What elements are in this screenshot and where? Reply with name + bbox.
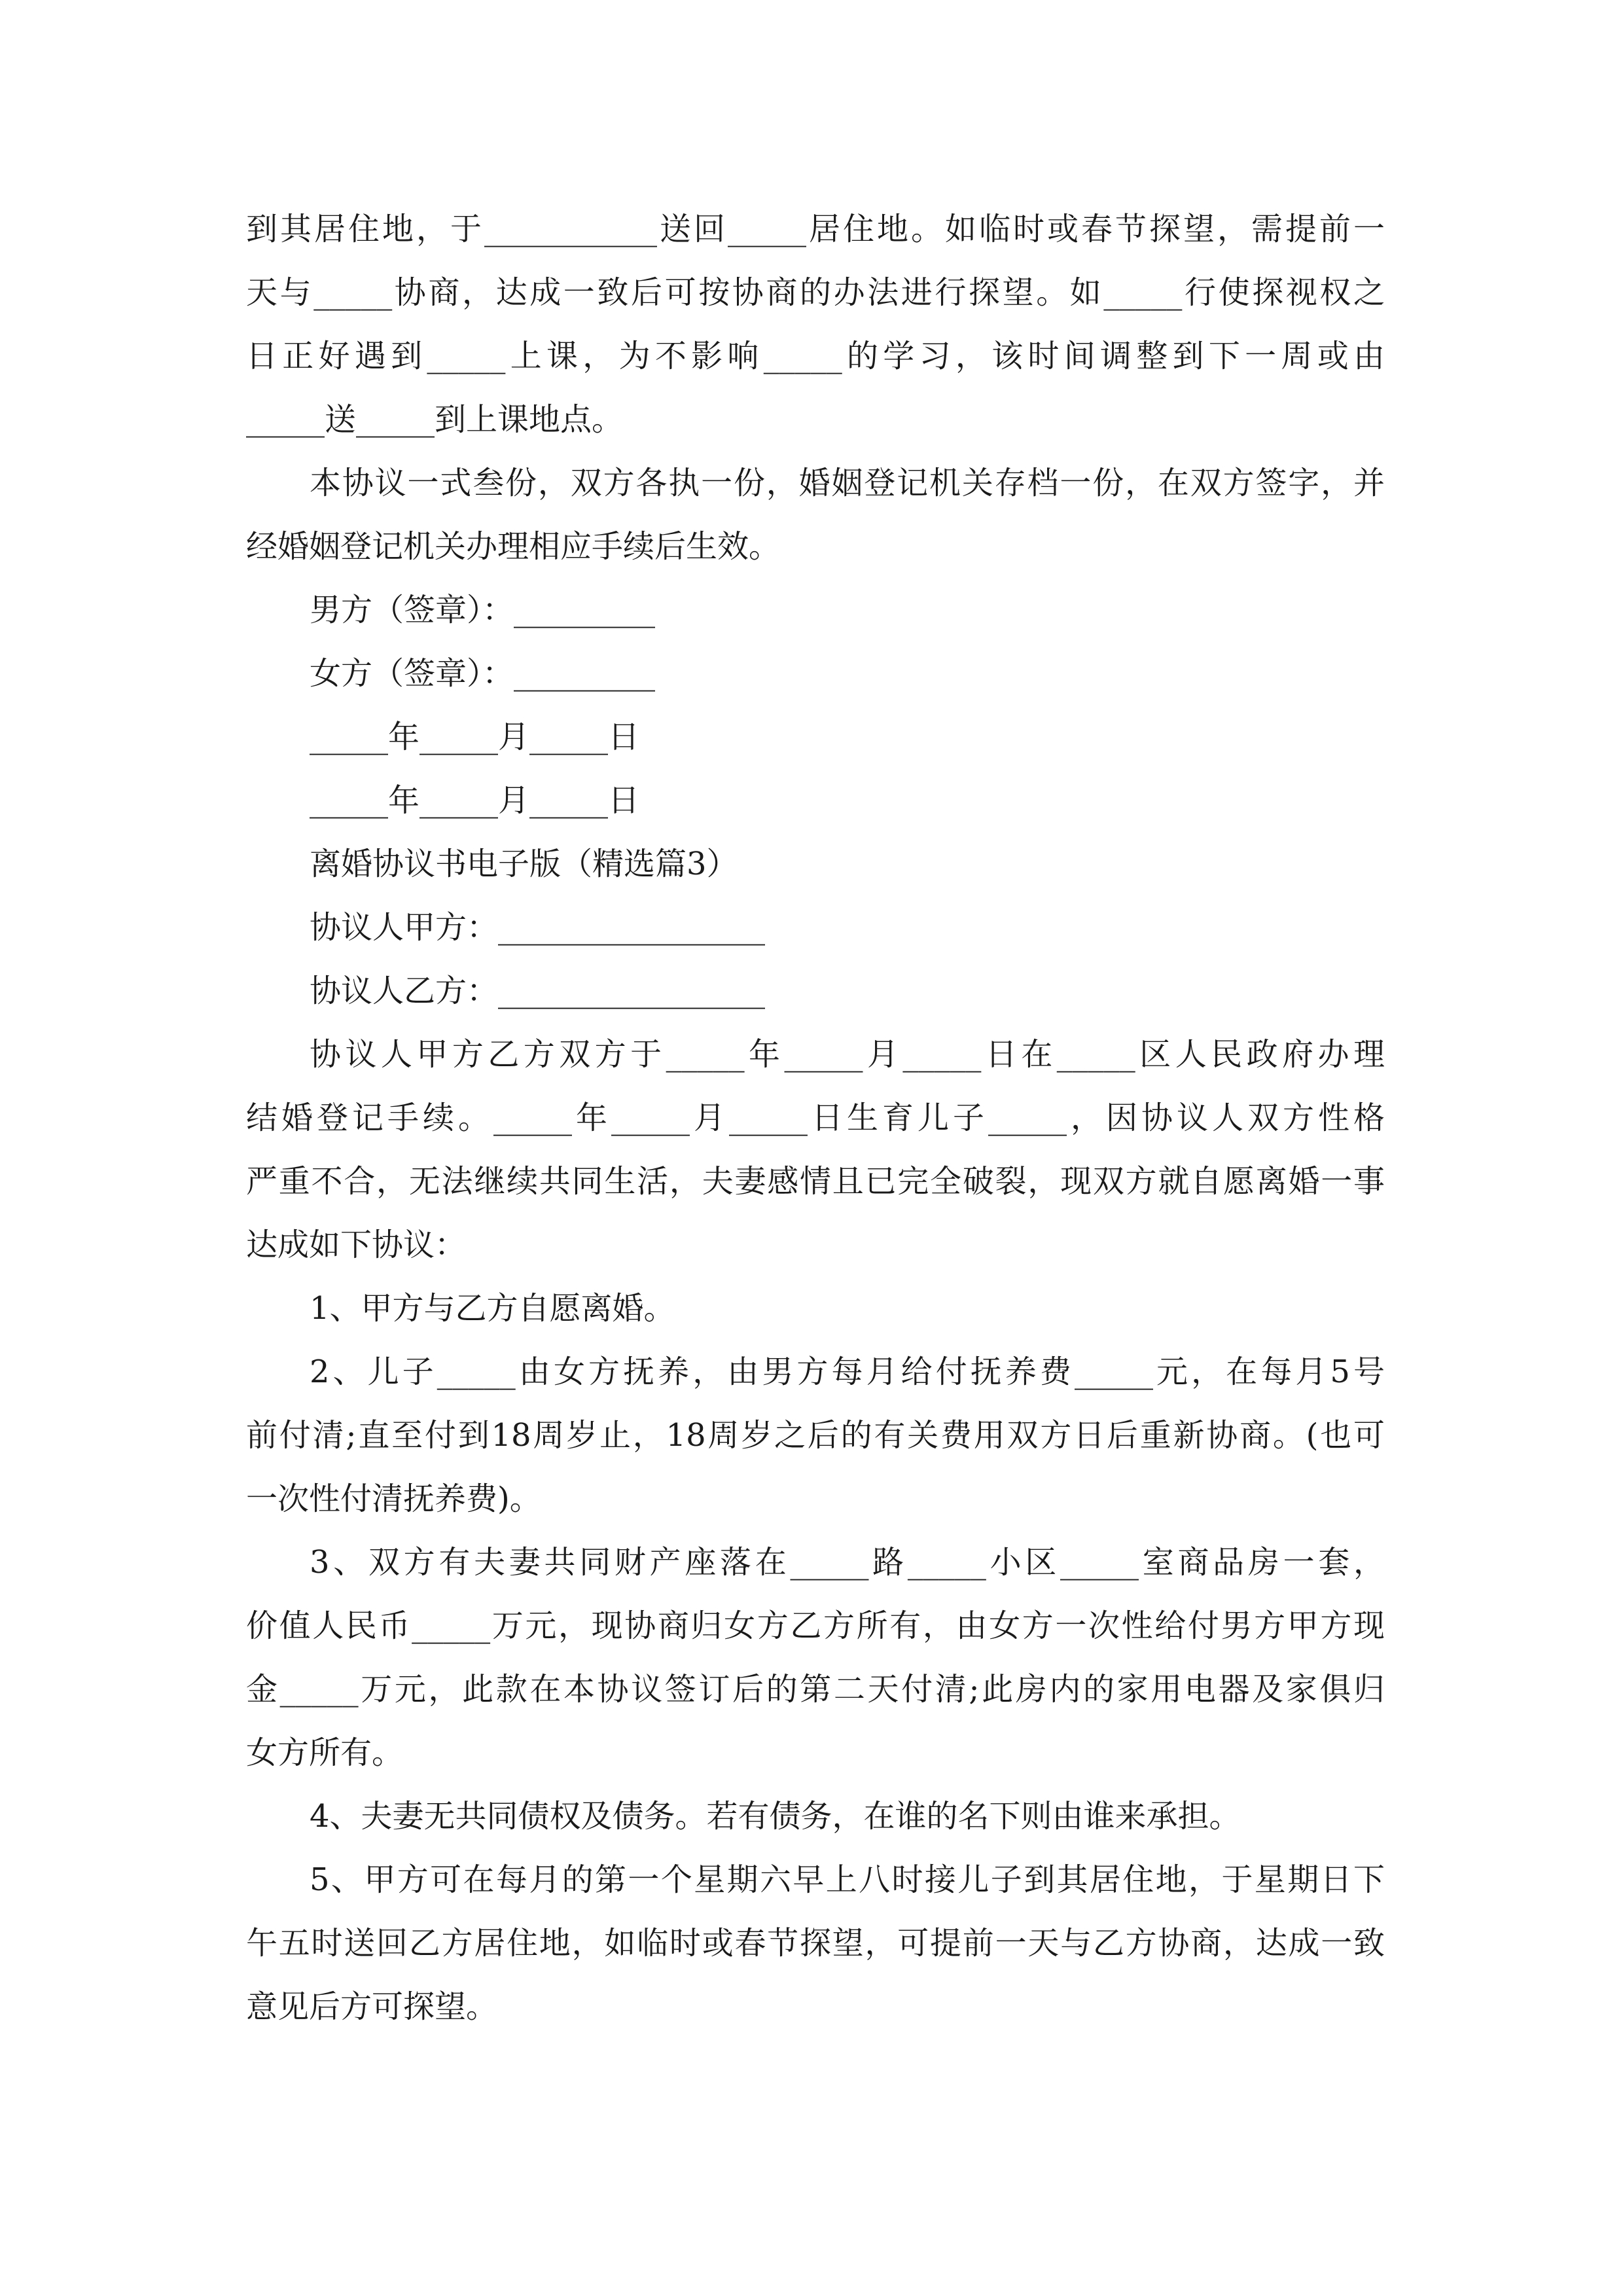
paragraph-line: 女方所有。 [246,1734,404,1771]
paragraph-line: 严重不合，无法继续共同生活，夫妻感情且已完全破裂，现双方就自愿离婚一事 [246,1163,1385,1200]
paragraph-line: 一次性付清抚养费)。 [246,1480,541,1517]
clause-5: 5、甲方可在每月的第一个星期六早上八时接儿子到其居住地，于星期日下 [310,1861,1385,1898]
paragraph-line: 协议人甲方乙方双方于_____年_____月_____日在_____区人民政府办理 [310,1036,1385,1073]
paragraph-line: 经婚姻登记机关办理相应手续后生效。 [246,528,781,565]
signature-line-female: 女方（签章）：_________ [310,655,656,692]
clause-1: 1、甲方与乙方自愿离婚。 [310,1290,675,1327]
party-a-line: 协议人甲方：_________________ [310,909,766,946]
paragraph-line: _____送_____到上课地点。 [246,401,624,438]
paragraph-line: 前付清;直至付到18周岁止，18周岁之后的有关费用双方日后重新协商。(也可 [246,1417,1385,1454]
paragraph-line: 意见后方可探望。 [246,1988,498,2025]
paragraph-line: 到其居住地，于___________送回_____居住地。如临时或春节探望，需提前一 [246,211,1385,247]
paragraph-line: 本协议一式叁份，双方各执一份，婚姻登记机关存档一份，在双方签字，并 [310,465,1385,501]
paragraph-line: 金_____万元，此款在本协议签订后的第二天付清;此房内的家用电器及家俱归 [246,1671,1385,1708]
clause-4: 4、夫妻无共同债权及债务。若有债务，在谁的名下则由谁来承担。 [310,1798,1241,1835]
clause-3: 3、双方有夫妻共同财产座落在_____路_____小区_____室商品房一套， [310,1544,1385,1581]
paragraph-line: 价值人民币_____万元，现协商归女方乙方所有，由女方一次性给付男方甲方现 [246,1607,1385,1644]
date-line: _____年_____月_____日 [310,782,640,819]
signature-line-male: 男方（签章）：_________ [310,592,656,628]
section-title: 离婚协议书电子版（精选篇3） [310,846,738,882]
paragraph-line: 日正好遇到_____上课，为不影响_____的学习，该时间调整到下一周或由 [246,338,1385,374]
paragraph-line: 午五时送回乙方居住地，如临时或春节探望，可提前一天与乙方协商，达成一致 [246,1925,1385,1962]
paragraph-line: 结婚登记手续。_____年_____月_____日生育儿子_____，因协议人双方性格 [246,1100,1385,1136]
party-b-line: 协议人乙方：_________________ [310,973,766,1009]
date-line: _____年_____月_____日 [310,719,640,755]
clause-2: 2、儿子_____由女方抚养，由男方每月给付抚养费_____元，在每月5号 [310,1354,1385,1390]
paragraph-line: 达成如下协议： [246,1227,467,1263]
paragraph-line: 天与_____协商，达成一致后可按协商的办法进行探望。如_____行使探视权之 [246,274,1385,311]
